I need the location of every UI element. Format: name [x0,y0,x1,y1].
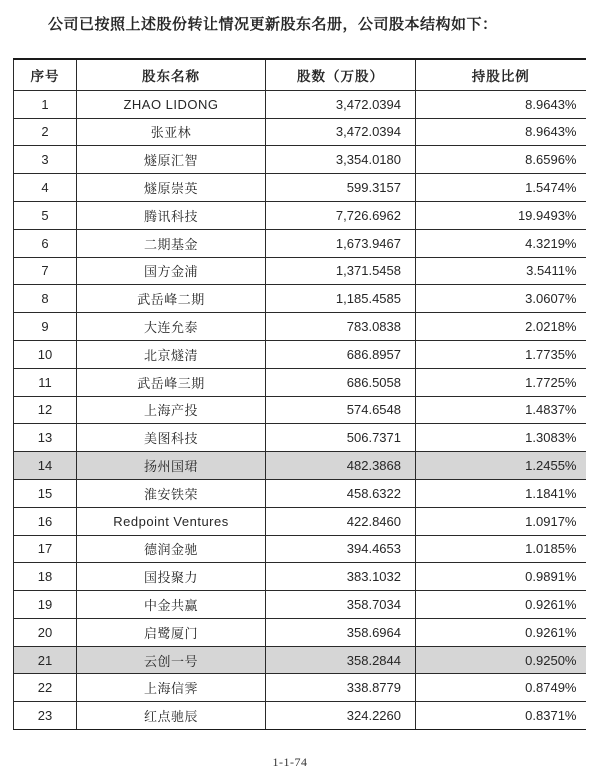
table-row [14,229,586,257]
table-row [14,340,586,368]
row-number-cell: 4 [14,174,77,202]
row-number-cell: 23 [14,702,77,730]
shareholder-name-cell: 扬州国珺 [77,452,266,480]
header-serial-number: 序号 [14,59,77,90]
row-number-cell: 16 [14,507,77,535]
share-ratio-cell: 0.9261% [416,618,586,646]
share-ratio-cell: 0.9261% [416,591,586,619]
table-row [14,674,586,702]
table-row [14,452,586,480]
row-number-cell: 11 [14,368,77,396]
share-count-cell: 338.8779 [266,674,416,702]
row-number-cell: 22 [14,674,77,702]
share-count-cell: 358.6964 [266,618,416,646]
table-row [14,285,586,313]
shareholder-name-cell: 云创一号 [77,646,266,674]
share-count-cell: 3,472.0394 [266,118,416,146]
row-number-cell: 17 [14,535,77,563]
row-number-cell: 7 [14,257,77,285]
row-number-cell: 6 [14,229,77,257]
document-heading: 公司已按照上述股份转让情况更新股东名册，公司股本结构如下： [48,16,498,33]
share-ratio-cell: 8.9643% [416,90,586,118]
share-ratio-cell: 3.5411% [416,257,586,285]
shareholder-name-cell: 上海信霁 [77,674,266,702]
share-count-cell: 3,354.0180 [266,146,416,174]
share-count-cell: 686.5058 [266,368,416,396]
share-ratio-cell: 1.2455% [416,452,586,480]
row-number-cell: 1 [14,90,77,118]
row-number-cell: 19 [14,591,77,619]
share-count-cell: 3,472.0394 [266,90,416,118]
share-count-cell: 686.8957 [266,340,416,368]
share-ratio-cell: 1.0185% [416,535,586,563]
share-ratio-cell: 4.3219% [416,229,586,257]
table-row [14,396,586,424]
shareholder-name-cell: 武岳峰二期 [77,285,266,313]
row-number-cell: 5 [14,201,77,229]
shareholder-name-cell: 张亚林 [77,118,266,146]
share-ratio-cell: 1.1841% [416,479,586,507]
header-share-count: 股数（万股） [266,59,416,90]
row-number-cell: 9 [14,313,77,341]
shareholder-name-cell: 国方金浦 [77,257,266,285]
table-row [14,618,586,646]
shareholder-name-cell: 燧原汇智 [77,146,266,174]
table-row [14,563,586,591]
share-count-cell: 482.3868 [266,452,416,480]
table-row [14,507,586,535]
row-number-cell: 14 [14,452,77,480]
table-row [14,646,586,674]
row-number-cell: 21 [14,646,77,674]
share-ratio-cell: 8.6596% [416,146,586,174]
share-count-cell: 383.1032 [266,563,416,591]
share-ratio-cell: 1.7735% [416,340,586,368]
row-number-cell: 10 [14,340,77,368]
page-number: 1-1-74 [272,755,308,769]
shareholder-table [13,58,586,730]
share-count-cell: 506.7371 [266,424,416,452]
row-number-cell: 3 [14,146,77,174]
header-row [14,59,586,90]
share-count-cell: 1,673.9467 [266,229,416,257]
share-ratio-cell: 2.0218% [416,313,586,341]
table-row [14,201,586,229]
shareholder-name-cell: 红点驰辰 [77,702,266,730]
shareholder-name-cell: 武岳峰三期 [77,368,266,396]
share-ratio-cell: 3.0607% [416,285,586,313]
share-ratio-cell: 0.8749% [416,674,586,702]
shareholder-table-body [14,90,586,729]
share-count-cell: 458.6322 [266,479,416,507]
share-ratio-cell: 1.3083% [416,424,586,452]
shareholder-name-cell: Redpoint Ventures [77,507,266,535]
shareholder-name-cell: 二期基金 [77,229,266,257]
table-row [14,118,586,146]
shareholder-name-cell: 大连允泰 [77,313,266,341]
shareholder-table-header [14,59,586,90]
shareholder-name-cell: 上海产投 [77,396,266,424]
shareholder-name-cell: 淮安铁荣 [77,479,266,507]
table-row [14,313,586,341]
table-row [14,146,586,174]
table-row [14,424,586,452]
header-shareholder-name: 股东名称 [77,59,266,90]
share-count-cell: 394.4653 [266,535,416,563]
share-count-cell: 358.7034 [266,591,416,619]
table-row [14,90,586,118]
shareholder-name-cell: 德润金驰 [77,535,266,563]
share-ratio-cell: 1.4837% [416,396,586,424]
table-row [14,174,586,202]
shareholder-name-cell: 燧原崇英 [77,174,266,202]
row-number-cell: 15 [14,479,77,507]
table-row [14,702,586,730]
share-ratio-cell: 0.9891% [416,563,586,591]
shareholder-name-cell: 启鹭厦门 [77,618,266,646]
share-count-cell: 783.0838 [266,313,416,341]
share-count-cell: 324.2260 [266,702,416,730]
row-number-cell: 18 [14,563,77,591]
shareholder-name-cell: 国投聚力 [77,563,266,591]
shareholder-name-cell: ZHAO LIDONG [77,90,266,118]
table-row [14,257,586,285]
share-ratio-cell: 1.5474% [416,174,586,202]
share-count-cell: 1,371.5458 [266,257,416,285]
share-ratio-cell: 0.8371% [416,702,586,730]
share-ratio-cell: 0.9250% [416,646,586,674]
share-ratio-cell: 1.7725% [416,368,586,396]
row-number-cell: 12 [14,396,77,424]
row-number-cell: 20 [14,618,77,646]
header-share-ratio: 持股比例 [416,59,586,90]
table-row [14,479,586,507]
shareholder-name-cell: 北京燧清 [77,340,266,368]
table-row [14,368,586,396]
share-ratio-cell: 8.9643% [416,118,586,146]
share-count-cell: 7,726.6962 [266,201,416,229]
row-number-cell: 8 [14,285,77,313]
share-count-cell: 422.8460 [266,507,416,535]
shareholder-name-cell: 腾讯科技 [77,201,266,229]
share-count-cell: 599.3157 [266,174,416,202]
share-count-cell: 1,185.4585 [266,285,416,313]
shareholder-name-cell: 中金共赢 [77,591,266,619]
shareholder-name-cell: 美图科技 [77,424,266,452]
table-row [14,535,586,563]
row-number-cell: 13 [14,424,77,452]
share-count-cell: 358.2844 [266,646,416,674]
table-row [14,591,586,619]
share-ratio-cell: 19.9493% [416,201,586,229]
share-ratio-cell: 1.0917% [416,507,586,535]
row-number-cell: 2 [14,118,77,146]
share-count-cell: 574.6548 [266,396,416,424]
